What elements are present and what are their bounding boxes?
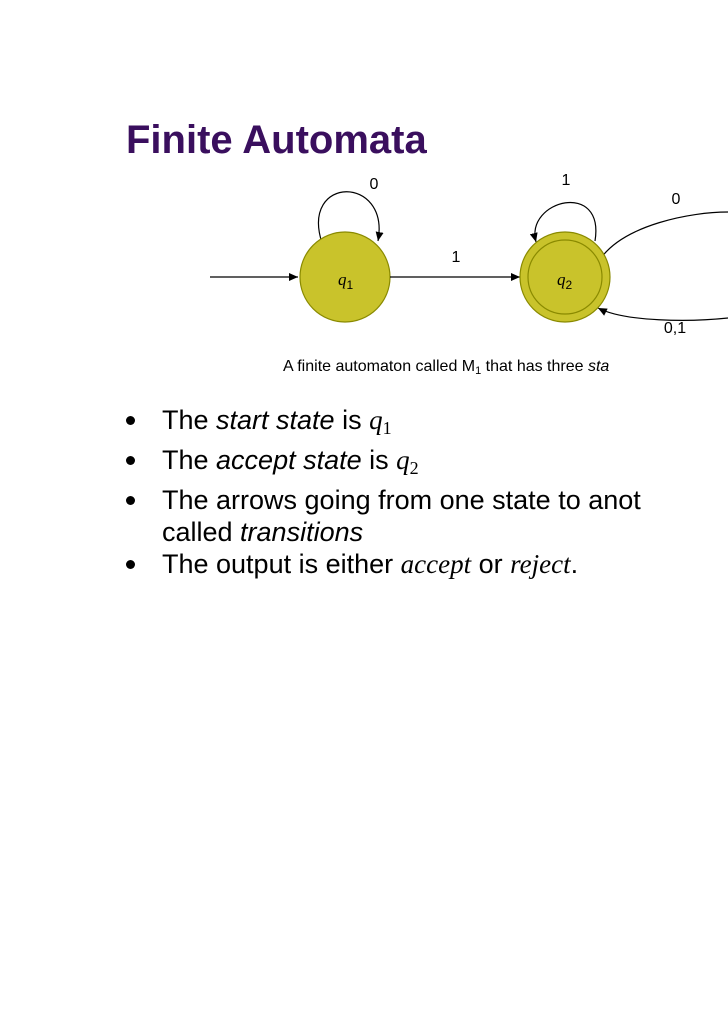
bullet-dot [126,496,135,505]
q2-self-loop-label: 1 [561,172,571,189]
q1-self-loop-label: 0 [369,176,379,193]
bullet-transitions [126,484,728,548]
bullet-italic-term: start state [216,405,335,435]
bullet-text: is [334,405,370,435]
state-q1-label: $q_1$ [338,270,354,292]
bullet-math: q [369,405,383,435]
q1-to-q2-label: 1 [451,249,461,266]
state-q2-label: $q_2$ [557,270,573,292]
bullet-list [126,404,728,580]
bullet-text: The [162,445,217,475]
bullet-text: . [570,549,579,579]
diagram-caption [283,357,609,381]
bullet-output [126,548,728,580]
bullet-math-subscript: 1 [382,418,392,438]
bullet-math: accept [400,549,472,579]
bullet-text: The arrows going from one state to anot [162,485,641,515]
state-diagram [0,0,728,400]
bullet-start-state [126,404,728,444]
q2-out-label: 0 [671,191,681,208]
bullet-accept-state [126,444,728,484]
bullet-text: called [162,517,241,547]
bullet-dot [126,456,135,465]
bullet-text: is [361,445,397,475]
bullet-text: The output is either [162,549,401,579]
caption-prefix: A finite automaton called M [283,358,476,375]
bullet-math: reject [510,549,571,579]
bullet-italic-term: accept state [216,445,362,475]
bullet-text: or [471,549,511,579]
into-q2-arrow [598,308,728,320]
slide-title: Finite Automata [126,118,427,162]
caption-subscript: 1 [475,365,482,377]
q2-out-arrow [601,212,728,258]
bullet-dot [126,560,135,569]
into-q2-label: 0,1 [663,320,687,337]
bullet-text: The [162,405,217,435]
bullet-math: q [396,445,410,475]
caption-italic: sta [587,358,610,375]
bullet-dot [126,416,135,425]
caption-middle: that has three [481,358,588,375]
bullet-math-subscript: 2 [409,458,419,478]
bullet-italic-term: transitions [240,517,364,547]
